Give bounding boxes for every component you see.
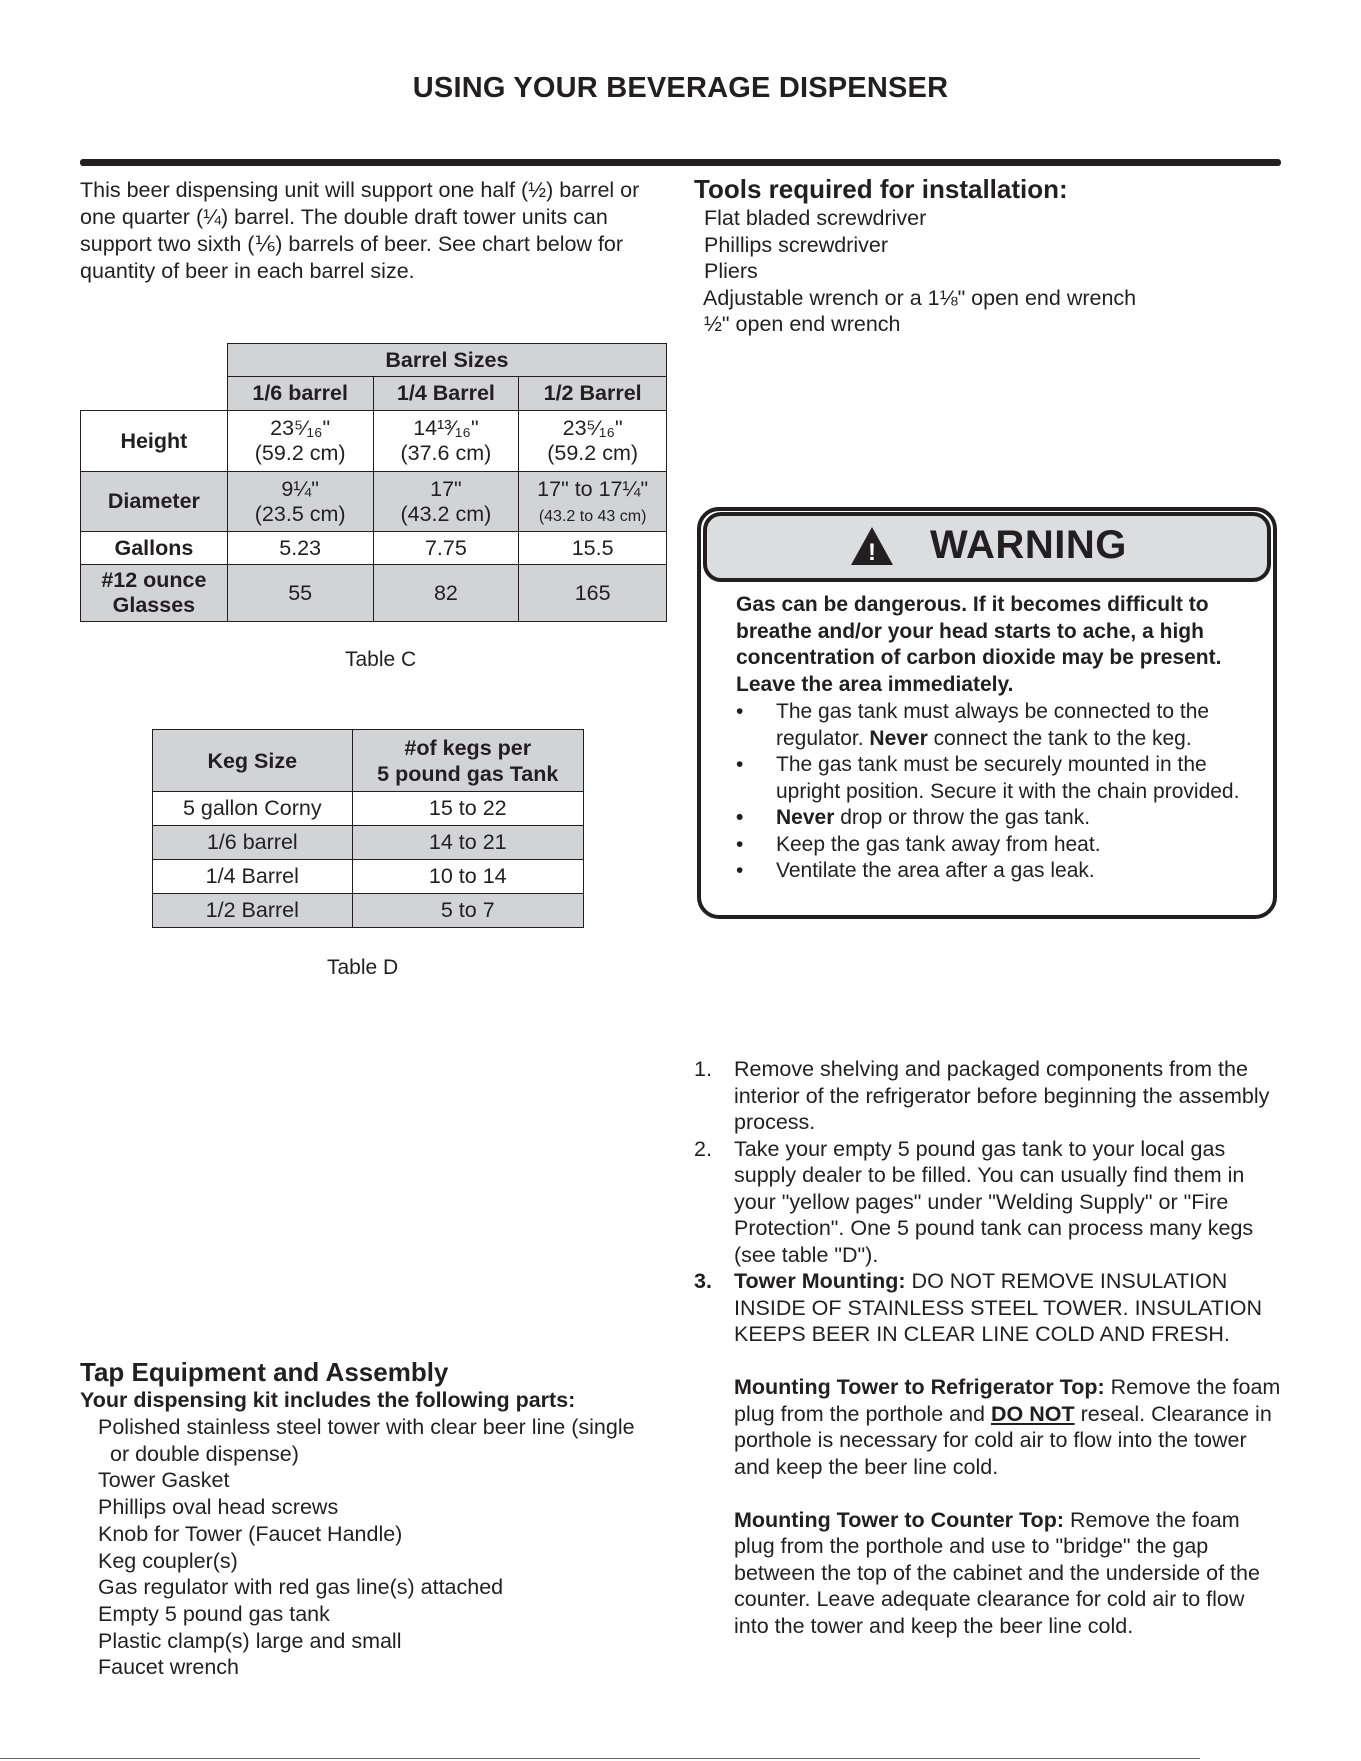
list-item: Tower Gasket xyxy=(98,1468,230,1493)
step-item: 3. Tower Mounting: DO NOT REMOVE INSULATION INSIDE OF STAINLESS STEEL TOWER. INSULATION KEEPS BEER IN CLEAR LINE COLD AND FRESH. xyxy=(694,1269,1263,1346)
table-cell: 1/6 barrel xyxy=(153,826,353,860)
table-row xyxy=(81,565,667,622)
installation-steps xyxy=(694,1056,1284,1639)
table-cell: 9¼" (23.5 cm) xyxy=(227,472,373,532)
table-row xyxy=(81,411,667,472)
tools-item: Phillips screwdriver xyxy=(704,232,888,257)
table-cell: 10 to 14 xyxy=(352,860,583,894)
table-cell: 165 xyxy=(519,565,667,622)
table-c-row-label: #12 ounce Glasses xyxy=(81,565,228,622)
table-d-caption: Table D xyxy=(327,956,399,979)
tools-item: ½" open end wrench xyxy=(704,312,901,336)
list-item: • The gas tank must always be connected to the regulator. Never connect the tank to the keg. xyxy=(736,700,1210,750)
list-item: Faucet wrench xyxy=(98,1655,240,1680)
table-cell: 23⁵⁄₁₆" (59.2 cm) xyxy=(519,411,667,472)
list-item: Phillips oval head screws xyxy=(98,1495,339,1520)
list-item: Plastic clamp(s) large and small xyxy=(98,1628,402,1653)
tap-heading: Tap Equipment and Assembly xyxy=(80,1357,449,1387)
table-cell: 1/2 Barrel xyxy=(153,894,353,928)
table-row xyxy=(153,826,584,860)
list-item: • Keep the gas tank away from heat. xyxy=(736,832,1101,856)
list-item: or double dispense) xyxy=(110,1441,299,1466)
table-cell: 55 xyxy=(227,565,373,622)
list-item: Gas regulator with red gas line(s) attached xyxy=(98,1575,504,1600)
table-row xyxy=(153,894,584,928)
table-c-row-label: Gallons xyxy=(81,532,228,565)
table-row xyxy=(153,860,584,894)
warning-list xyxy=(736,699,1256,885)
intro-paragraph: This beer dispensing unit will support one half (½) barrel or one quarter (¼) barrel. The double draft tower units can support two sixth (⅙) barrels of beer. See chart below for quantity of beer in each barrel size. xyxy=(80,178,640,283)
table-cell: 14 to 21 xyxy=(352,826,583,860)
list-item: Polished stainless steel tower with clear beer line (single xyxy=(98,1415,635,1439)
step-item: 2. Take your empty 5 pound gas tank to your local gas supply dealer to be filled. You can usually find them in your "yellow pages" under "Welding Supply" or "Fire Protection". One 5 pound tank can process many kegs (see table "D"). xyxy=(694,1136,1254,1267)
page-title: USING YOUR BEVERAGE DISPENSER xyxy=(412,72,949,104)
step-item: 1. Remove shelving and packaged components from the interior of the refrigerator before beginning the assembly process. xyxy=(694,1057,1270,1134)
table-cell: 1/4 Barrel xyxy=(153,860,353,894)
parts-list xyxy=(98,1414,658,1681)
table-c-group-header: Barrel Sizes xyxy=(227,344,666,377)
table-cell: 7.75 xyxy=(373,532,519,565)
table-cell: 14¹³⁄₁₆" (37.6 cm) xyxy=(373,411,519,472)
table-cell: 17" (43.2 cm) xyxy=(373,472,519,532)
list-item: Empty 5 pound gas tank xyxy=(98,1601,330,1626)
table-cell: 5 gallon Corny xyxy=(153,792,353,826)
list-item: Knob for Tower (Faucet Handle) xyxy=(98,1521,403,1546)
tap-subheading: Your dispensing kit includes the following parts: xyxy=(80,1388,576,1412)
table-c-caption: Table C xyxy=(345,648,417,671)
table-cell: 23⁵⁄₁₆" (59.2 cm) xyxy=(227,411,373,472)
table-d-header: #of kegs per 5 pound gas Tank xyxy=(352,730,583,792)
table-c-row-label: Height xyxy=(81,411,228,472)
mount-fridge-paragraph: Mounting Tower to Refrigerator Top: Remove the foam plug from the porthole and DO NOT reseal. Clearance in porthole is necessary for cold air to flow into the tower and keep the beer line cold. xyxy=(734,1375,1281,1479)
table-c-row-label: Diameter xyxy=(81,472,228,532)
table-d-header: Keg Size xyxy=(153,730,353,792)
list-item: • Ventilate the area after a gas leak. xyxy=(736,859,1095,882)
footer-rule xyxy=(0,1758,1200,1759)
table-cell: 5 to 7 xyxy=(352,894,583,928)
tools-item: Flat bladed screwdriver xyxy=(704,206,927,230)
tools-heading: Tools required for installation: xyxy=(694,174,1068,204)
kegs-per-tank-table xyxy=(152,729,584,928)
table-cell: 15.5 xyxy=(519,532,667,565)
warning-lead: Gas can be dangerous. If it becomes difficult to breathe and/or your head starts to ache, a high concentration of carbon dioxide may be present. Leave the area immediately. xyxy=(736,593,1222,696)
tools-item: Adjustable wrench or a 1⅛" open end wrench xyxy=(703,285,1137,310)
mount-counter-paragraph: Mounting Tower to Counter Top: Remove the foam plug from the porthole and use to "bridge" the gap between the top of the cabinet and the underside of the counter. Leave adequate clearance for cold air to flow into the tower and keep the beer line cold. xyxy=(734,1507,1260,1638)
table-c-col-header: 1/2 Barrel xyxy=(519,377,667,411)
list-item: Keg coupler(s) xyxy=(98,1548,238,1573)
tools-item: Pliers xyxy=(704,259,758,283)
table-cell: 15 to 22 xyxy=(352,792,583,826)
warning-title: WARNING xyxy=(930,523,1127,567)
barrel-sizes-table xyxy=(80,343,667,622)
table-c-col-header: 1/6 barrel xyxy=(227,377,373,411)
list-item: • The gas tank must be securely mounted in the upright position. Secure it with the chain provided. xyxy=(736,753,1240,803)
table-row xyxy=(81,532,667,565)
list-item: • Never drop or throw the gas tank. xyxy=(736,806,1091,829)
table-row xyxy=(81,472,667,532)
table-cell: 17" to 17¼" (43.2 to 43 cm) xyxy=(519,472,667,532)
header-rule xyxy=(80,159,1281,166)
tools-list xyxy=(704,205,1136,338)
table-cell: 5.23 xyxy=(227,532,373,565)
table-cell: 82 xyxy=(373,565,519,622)
warning-triangle-icon xyxy=(850,526,894,571)
svg-text:!: ! xyxy=(868,539,876,566)
table-row xyxy=(153,792,584,826)
table-c-col-header: 1/4 Barrel xyxy=(373,377,519,411)
